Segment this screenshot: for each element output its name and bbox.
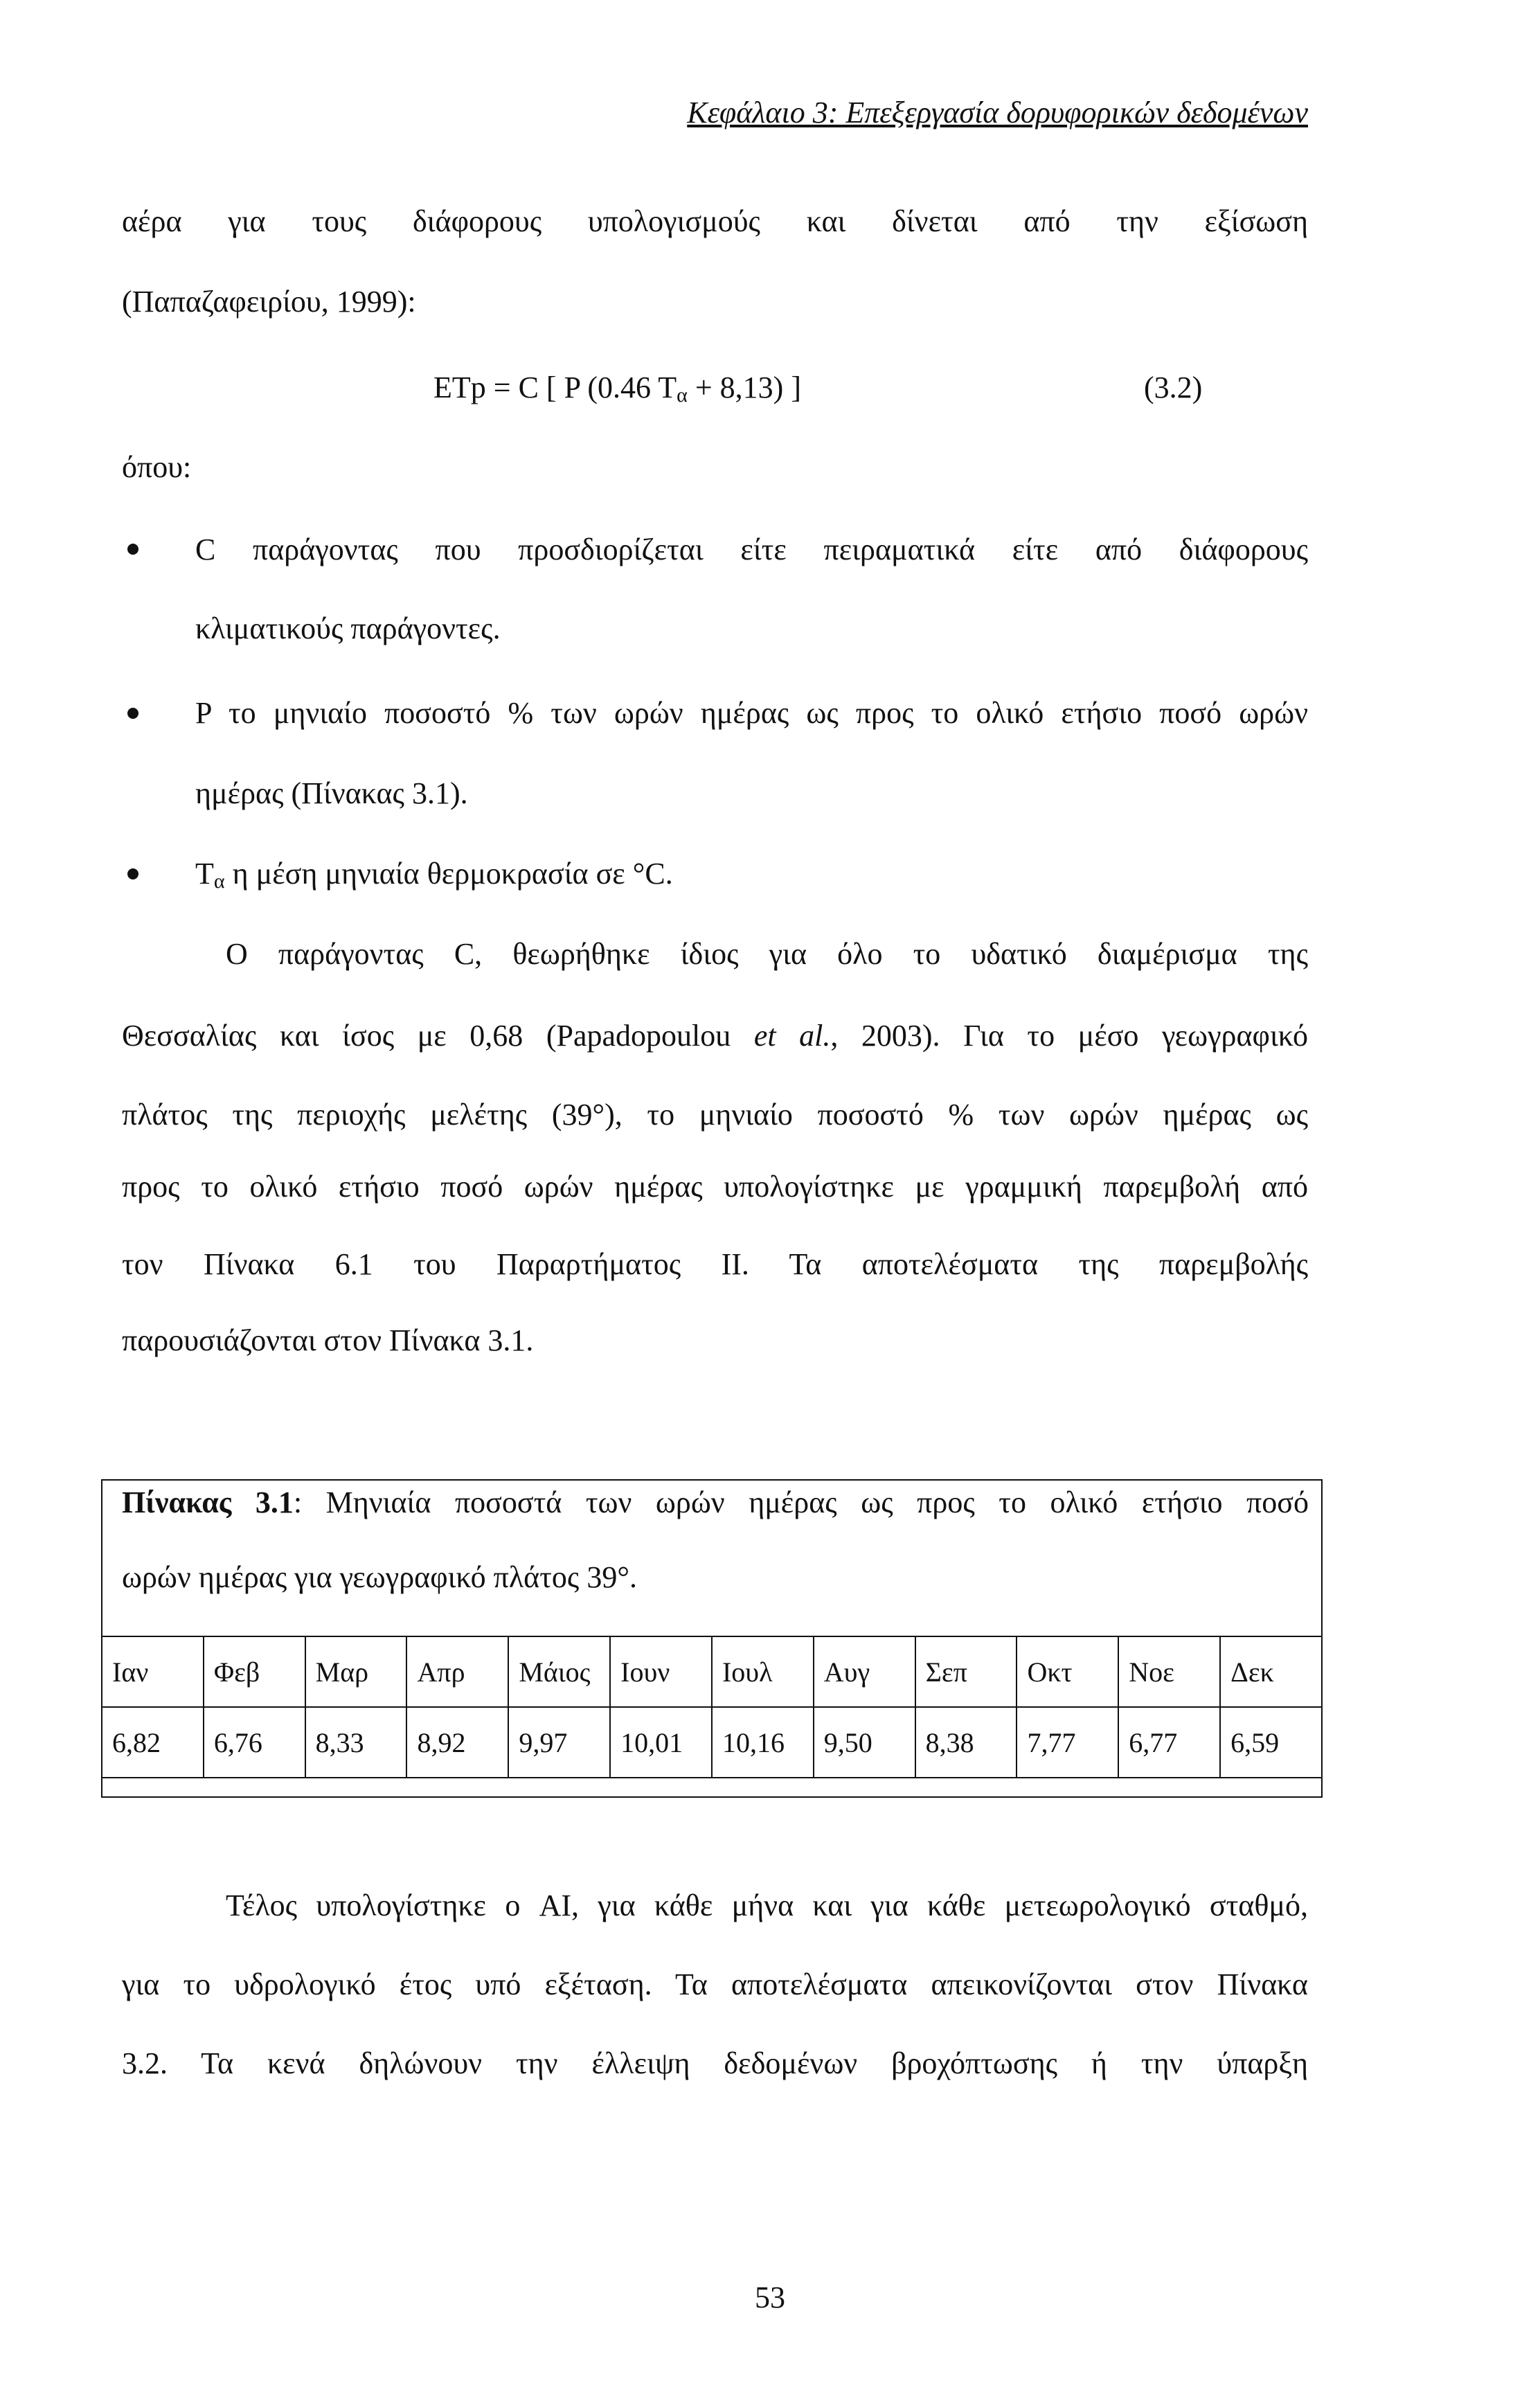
month-cell: Φεβ <box>204 1636 305 1707</box>
value-cell: 6,76 <box>204 1707 305 1778</box>
table-row <box>102 1707 1322 1778</box>
bullet-p-line1: P το μηνιαίο ποσοστό % των ωρών ημέρας ως προς το ολικό ετήσιο ποσό ωρών <box>195 696 1308 730</box>
table-caption-label: Πίνακας 3.1 <box>122 1485 294 1519</box>
equation-subscript: α <box>677 384 688 407</box>
paragraph-line: αέρα για τους διάφορους υπολογισμούς και δίνεται από την εξίσωση <box>122 204 1308 238</box>
page-number: 53 <box>755 2280 785 2314</box>
month-cell: Οκτ <box>1017 1636 1118 1707</box>
value-cell: 6,59 <box>1220 1707 1322 1778</box>
table-caption-text: : Μηνιαία ποσοστά των ωρών ημέρας ως προς το ολικό ετήσιο ποσό <box>293 1485 1309 1519</box>
paragraph-line: 3.2. Τα κενά δηλώνουν την έλλειψη δεδομένων βροχόπτωσης ή την ύπαρξη <box>122 2046 1308 2080</box>
bullet-icon <box>127 544 138 555</box>
month-cell: Αυγ <box>814 1636 915 1707</box>
bullet-p-line2: ημέρας (Πίνακας 3.1). <box>195 776 468 810</box>
value-cell: 8,38 <box>915 1707 1017 1778</box>
value-cell: 9,50 <box>814 1707 915 1778</box>
month-cell: Μάιος <box>508 1636 610 1707</box>
equation-text: ETp = C [ P (0.46 T <box>433 370 677 404</box>
monthly-percentages-table <box>101 1636 1323 1778</box>
t-symbol: T <box>195 857 214 891</box>
value-cell: 9,97 <box>508 1707 610 1778</box>
paragraph-line: τον Πίνακα 6.1 του Παραρτήματος ΙΙ. Τα αποτελέσματα της παρεμβολής <box>122 1247 1308 1281</box>
paragraph-line: για το υδρολογικό έτος υπό εξέταση. Τα αποτελέσματα απεικονίζονται στον Πίνακα <box>122 1967 1308 2001</box>
value-cell: 10,16 <box>712 1707 814 1778</box>
table-caption-line2: ωρών ημέρας για γεωγραφικό πλάτος 39°. <box>122 1560 637 1594</box>
value-cell: 8,92 <box>406 1707 508 1778</box>
bullet-c-line1: C παράγοντας που προσδιορίζεται είτε πειραματικά είτε από διάφορους <box>195 533 1308 566</box>
paragraph-line: πλάτος της περιοχής μελέτης (39°), το μηνιαίο ποσοστό % των ωρών ημέρας ως <box>122 1098 1308 1132</box>
bullet-t-line <box>195 853 673 895</box>
month-cell: Απρ <box>406 1636 508 1707</box>
paragraph-text: Θεσσαλίας και ίσος με 0,68 (Papadopoulou <box>122 1019 754 1053</box>
paragraph-line: Ο παράγοντας C, θεωρήθηκε ίδιος για όλο το υδατικό διαμέρισμα της <box>226 937 1308 971</box>
month-cell: Ιουλ <box>712 1636 814 1707</box>
bullet-icon <box>127 708 138 719</box>
table-header-row <box>102 1636 1322 1707</box>
paragraph-line: προς το ολικό ετήσιο ποσό ωρών ημέρας υπολογίστηκε με γραμμική παρεμβολή από <box>122 1170 1308 1204</box>
t-description: η μέση μηνιαία θερμοκρασία σε °C. <box>224 857 673 891</box>
month-cell: Ιουν <box>610 1636 712 1707</box>
month-cell: Μαρ <box>305 1636 407 1707</box>
table-caption-line1 <box>122 1482 1309 1524</box>
paragraph-italic: et al. <box>753 1019 831 1053</box>
bullet-icon <box>127 868 138 879</box>
equation-number: (3.2) <box>1144 370 1203 404</box>
bullet-c-line2: κλιματικούς παράγοντες. <box>195 611 501 645</box>
value-cell: 6,77 <box>1118 1707 1220 1778</box>
paragraph-text: , 2003). Για το μέσο γεωγραφικό <box>830 1019 1308 1053</box>
month-cell: Ιαν <box>102 1636 204 1707</box>
month-cell: Σεπ <box>915 1636 1017 1707</box>
month-cell: Νοε <box>1118 1636 1220 1707</box>
paragraph-line: Τέλος υπολογίστηκε ο AI, για κάθε μήνα και για κάθε μετεωρολογικό σταθμό, <box>226 1888 1308 1922</box>
equation <box>433 367 801 409</box>
equation-text-end: + 8,13) ] <box>687 370 801 404</box>
paragraph-line <box>122 1015 1308 1057</box>
t-subscript: α <box>213 870 225 893</box>
month-cell: Δεκ <box>1220 1636 1322 1707</box>
paragraph-line: (Παπαζαφειρίου, 1999): <box>122 285 416 319</box>
value-cell: 7,77 <box>1017 1707 1118 1778</box>
where-label: όπου: <box>122 450 192 484</box>
value-cell: 8,33 <box>305 1707 407 1778</box>
value-cell: 10,01 <box>610 1707 712 1778</box>
chapter-header: Κεφάλαιο 3: Επεξεργασία δορυφορικών δεδομένων <box>687 96 1308 129</box>
paragraph-line: παρουσιάζονται στον Πίνακα 3.1. <box>122 1323 534 1357</box>
value-cell: 6,82 <box>102 1707 204 1778</box>
